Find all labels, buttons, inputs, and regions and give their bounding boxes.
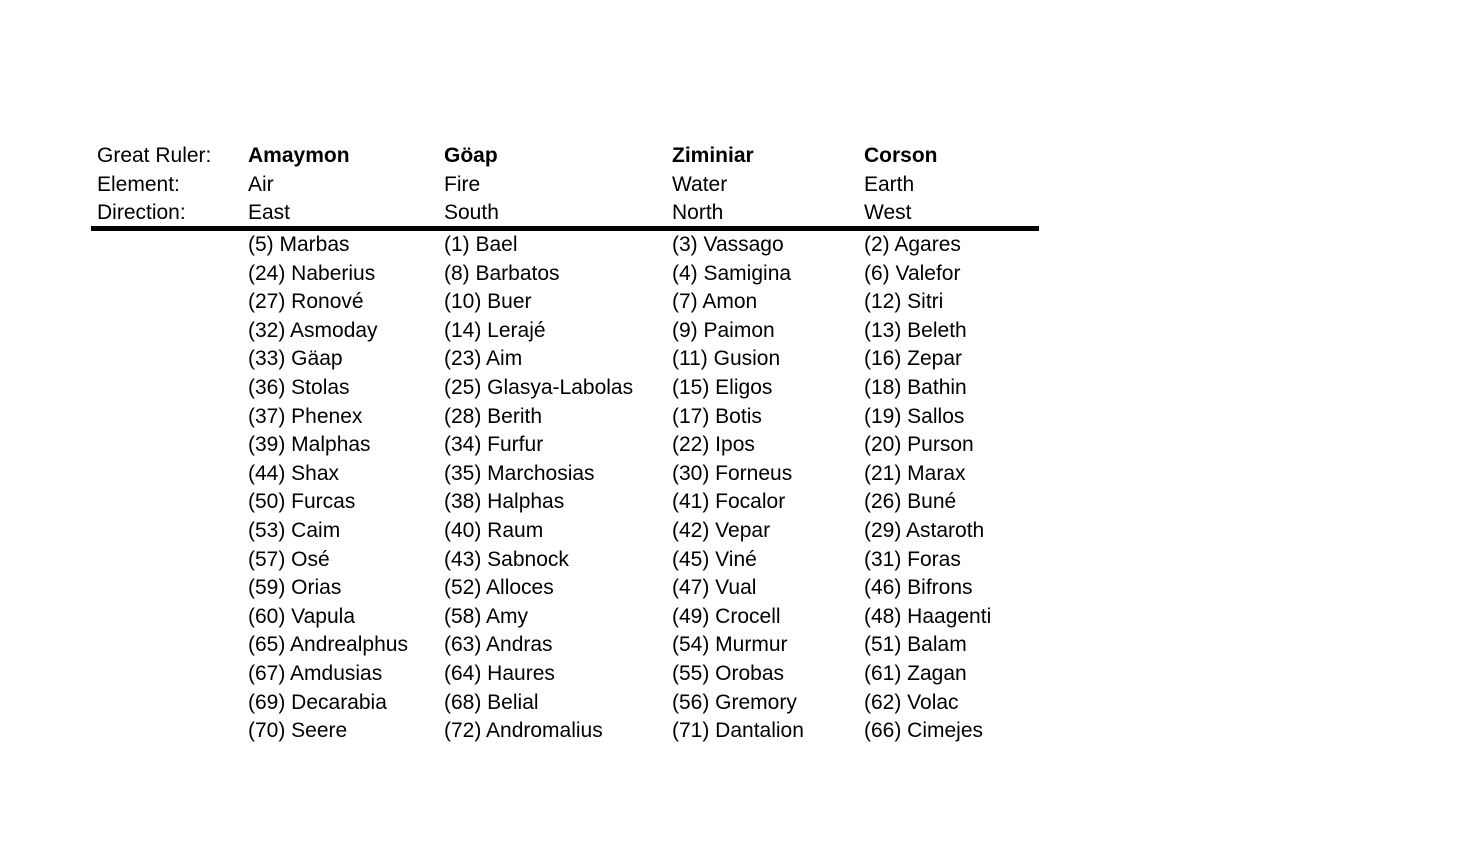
spirit-entry: (13) Beleth xyxy=(864,318,967,342)
spirit-entry: (50) Furcas xyxy=(248,490,356,514)
spirit-entry: (20) Purson xyxy=(864,433,974,457)
spirit-entry: (53) Caim xyxy=(248,519,341,542)
spirit-entry: (49) Crocell xyxy=(672,604,781,628)
spirit-entry: (28) Berith xyxy=(444,404,543,428)
spirit-entry: (38) Halphas xyxy=(444,490,565,514)
spirit-entry: (65) Andrealphus xyxy=(248,633,408,657)
spirit-entry: (67) Amdusias xyxy=(248,662,383,685)
ruler-name: Corson xyxy=(864,144,938,167)
spirit-entry: (31) Foras xyxy=(864,547,961,571)
spirit-entry: (46) Bifrons xyxy=(864,576,973,600)
spirit-entry: (45) Viné xyxy=(672,547,757,571)
direction-name: West xyxy=(864,201,912,225)
direction-name: North xyxy=(672,201,724,225)
spirit-entry: (12) Sitri xyxy=(864,290,944,314)
spirit-entry: (56) Gremory xyxy=(672,690,797,714)
spirit-entry: (8) Barbatos xyxy=(444,261,560,285)
spirit-entry: (32) Asmoday xyxy=(248,318,378,342)
spirit-entry: (24) Naberius xyxy=(248,261,376,285)
spirit-entry: (63) Andras xyxy=(444,633,553,657)
spirit-entry: (52) Alloces xyxy=(444,576,554,600)
spirit-entry: (11) Gusion xyxy=(672,347,781,371)
spirit-entry: (23) Aim xyxy=(444,347,523,371)
spirit-entry: (70) Seere xyxy=(248,719,348,743)
element-name: Fire xyxy=(444,172,481,196)
ruler-name: Göap xyxy=(444,144,498,167)
spirit-entry: (54) Murmur xyxy=(672,633,788,657)
spirit-entry: (48) Haagenti xyxy=(864,604,992,628)
spirit-entry: (33) Gäap xyxy=(248,347,343,371)
spirit-entry: (18) Bathin xyxy=(864,376,967,399)
spirit-entry: (30) Forneus xyxy=(672,461,793,485)
spirit-entry: (59) Orias xyxy=(248,576,342,600)
spirit-entry: (7) Amon xyxy=(672,290,758,314)
spirit-entry: (66) Cimejes xyxy=(864,719,984,743)
spirit-entry: (37) Phenex xyxy=(248,404,363,428)
spirit-entry: (39) Malphas xyxy=(248,433,371,457)
spirit-entry: (36) Stolas xyxy=(248,376,350,399)
spirit-entry: (25) Glasya-Labolas xyxy=(444,376,634,399)
spirit-entry: (72) Andromalius xyxy=(444,719,603,743)
spirit-entry: (69) Decarabia xyxy=(248,690,387,714)
spirit-entry: (10) Buer xyxy=(444,290,532,314)
spirit-entry: (15) Eligos xyxy=(672,376,773,399)
spirit-entry: (5) Marbas xyxy=(248,233,350,256)
spirit-entry: (35) Marchosias xyxy=(444,461,595,485)
spirit-entry: (64) Haures xyxy=(444,662,555,685)
spirit-entry: (61) Zagan xyxy=(864,662,967,685)
spirit-entry: (71) Dantalion xyxy=(672,719,804,743)
direction-name: East xyxy=(248,201,291,225)
direction-name: South xyxy=(444,201,499,225)
ruler-name: Amaymon xyxy=(248,144,350,167)
spirit-entry: (26) Buné xyxy=(864,490,957,514)
direction-label: Direction: xyxy=(97,201,186,225)
ruler-name: Ziminiar xyxy=(672,144,754,167)
spirit-entry: (22) Ipos xyxy=(672,433,755,457)
spirit-entry: (58) Amy xyxy=(444,604,529,628)
spirit-entry: (44) Shax xyxy=(248,461,340,485)
spirit-entry: (9) Paimon xyxy=(672,318,775,342)
spirit-entry: (29) Astaroth xyxy=(864,519,985,542)
spirit-entry: (19) Sallos xyxy=(864,404,965,428)
great-ruler-label: Great Ruler: xyxy=(97,144,212,167)
spirit-entry: (55) Orobas xyxy=(672,662,785,685)
element-name: Air xyxy=(248,172,274,196)
element-label: Element: xyxy=(97,172,180,196)
spirit-entry: (4) Samigina xyxy=(672,261,792,285)
spirit-entry: (47) Vual xyxy=(672,576,757,600)
spirit-entry: (51) Balam xyxy=(864,633,967,657)
spirit-entry: (1) Bael xyxy=(444,233,518,256)
spirit-entry: (27) Ronové xyxy=(248,290,364,314)
spirit-entry: (2) Agares xyxy=(864,233,961,256)
spirit-entry: (43) Sabnock xyxy=(444,547,569,571)
spirit-entry: (3) Vassago xyxy=(672,233,784,256)
spirit-entry: (16) Zepar xyxy=(864,347,963,371)
spirit-entry: (40) Raum xyxy=(444,519,544,542)
spirit-entry: (57) Osé xyxy=(248,547,330,571)
element-name: Earth xyxy=(864,172,915,196)
spirit-entry: (41) Focalor xyxy=(672,490,786,514)
spirit-entry: (62) Volac xyxy=(864,690,959,714)
spirit-entry: (14) Lerajé xyxy=(444,318,546,342)
spirit-entry: (6) Valefor xyxy=(864,261,961,285)
spirit-entry: (34) Furfur xyxy=(444,433,544,457)
spirit-entry: (42) Vepar xyxy=(672,519,771,542)
spirit-entry: (17) Botis xyxy=(672,404,762,428)
spirit-entry: (68) Belial xyxy=(444,690,539,714)
spirit-entry: (21) Marax xyxy=(864,461,966,485)
element-name: Water xyxy=(672,172,728,196)
spirit-entry: (60) Vapula xyxy=(248,604,356,628)
